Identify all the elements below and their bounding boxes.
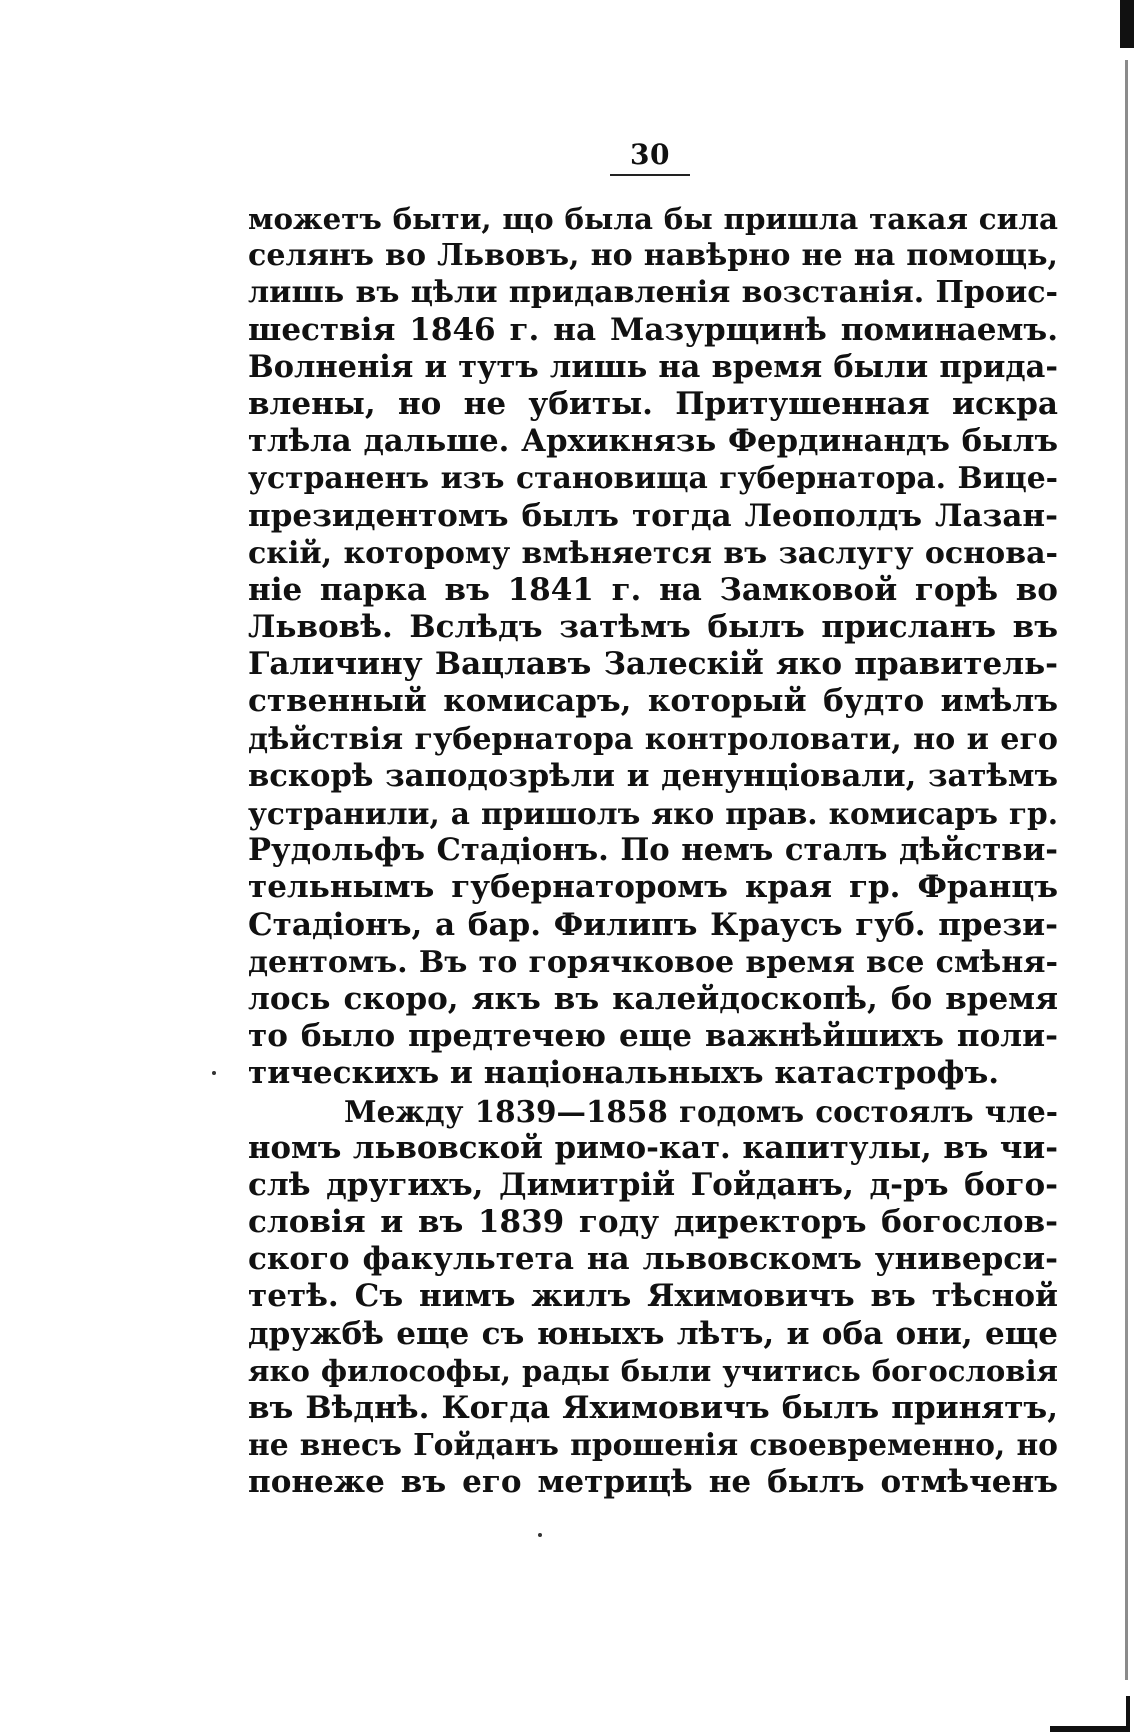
text-line: тельнымъ губернаторомъ края гр. Францъ <box>248 869 1058 906</box>
text-line: дѣйствія губернатора контроловати, но и его <box>248 721 1058 757</box>
text-line: устраненъ изъ становища губернатора. Вице- <box>248 461 1058 497</box>
scan-speck <box>538 1533 542 1537</box>
text-line: тетѣ. Съ нимъ жилъ Яхимовичъ въ тѣсной <box>248 1278 1058 1315</box>
text-line: понеже въ его метрицѣ не былъ отмѣченъ <box>248 1464 1058 1501</box>
text-line: Волненія и тутъ лишь на время были прида- <box>248 348 1058 385</box>
text-line: лось скоро, якъ въ калейдоскопѣ, бо время <box>248 980 1058 1017</box>
text-line: словія и въ 1839 году директоръ богослов- <box>248 1204 1058 1241</box>
text-line: тлѣла дальше. Архикнязь Фердинандъ былъ <box>248 423 1058 460</box>
body-text <box>248 200 1058 1502</box>
text-line: шествія 1846 г. на Мазурщинѣ поминаемъ. <box>248 311 1058 348</box>
text-line: дружбѣ еще съ юныхъ лѣтъ, и оба они, еще <box>248 1315 1058 1352</box>
text-line: дентомъ. Въ то горячковое время все смѣня- <box>248 944 1058 980</box>
text-line: Стадіонъ, а бар. Филипъ Краусъ губ. прези- <box>248 906 1058 943</box>
text-line: то было предтечею еще важнѣйшихъ поли- <box>248 1018 1058 1055</box>
text-line: скій, которому вмѣняется въ заслугу основа- <box>248 535 1058 571</box>
text-line: слѣ другихъ, Димитрій Гойданъ, д-ръ бого- <box>248 1166 1058 1203</box>
text-line: ніе парка въ 1841 г. на Замковой горѣ во <box>248 571 1058 608</box>
text-line: яко философы, рады были учитись богословія <box>248 1353 1058 1388</box>
scan-corner-mark <box>1050 1696 1130 1732</box>
text-line: ственный комисаръ, который будто имѣлъ <box>248 683 1058 720</box>
text-line: не внесъ Гойданъ прошенія своевременно, но <box>248 1428 1058 1464</box>
text-line: лишь въ цѣли придавленія возстанія. Проис- <box>248 275 1058 311</box>
text-line: ского факультета на львовскомъ универси- <box>248 1241 1058 1278</box>
text-line: можетъ быти, що была бы пришла такая сила <box>248 201 1058 236</box>
text-line: Львовѣ. Вслѣдъ затѣмъ былъ присланъ въ <box>248 609 1058 646</box>
text-line: Галичину Вацлавъ Залескій яко правитель- <box>248 646 1058 683</box>
scan-speck <box>212 1071 216 1075</box>
text-line: селянъ во Львовъ, но навѣрно не на помощь, <box>248 238 1058 274</box>
text-line: влены, но не убиты. Притушенная искра <box>248 385 1058 422</box>
paragraph-first-line: Между 1839—1858 годомъ состоялъ чле- <box>344 1093 1058 1129</box>
text-line: тическихъ и національныхъ катастрофъ. <box>248 1055 1000 1092</box>
text-line: вскорѣ заподозрѣли и денунціовали, затѣмъ <box>248 757 1058 794</box>
text-line: Рудольфъ Стадіонъ. По немъ сталъ дѣйстви- <box>248 832 1058 869</box>
text-line: устранили, а пришолъ яко прав. комисаръ гр. <box>248 796 1058 831</box>
page-number: 30 <box>630 138 670 171</box>
text-line: президентомъ былъ тогда Леополдъ Лазан- <box>248 497 1058 534</box>
scan-edge-line <box>1125 60 1128 1680</box>
page-number-rule <box>610 174 690 176</box>
scan-edge-mark <box>1120 0 1134 48</box>
text-line: номъ львовской римо-кат. капитулы, въ чи- <box>248 1129 1058 1166</box>
text-line: въ Вѣднѣ. Когда Яхимовичъ былъ принятъ, <box>248 1390 1058 1426</box>
